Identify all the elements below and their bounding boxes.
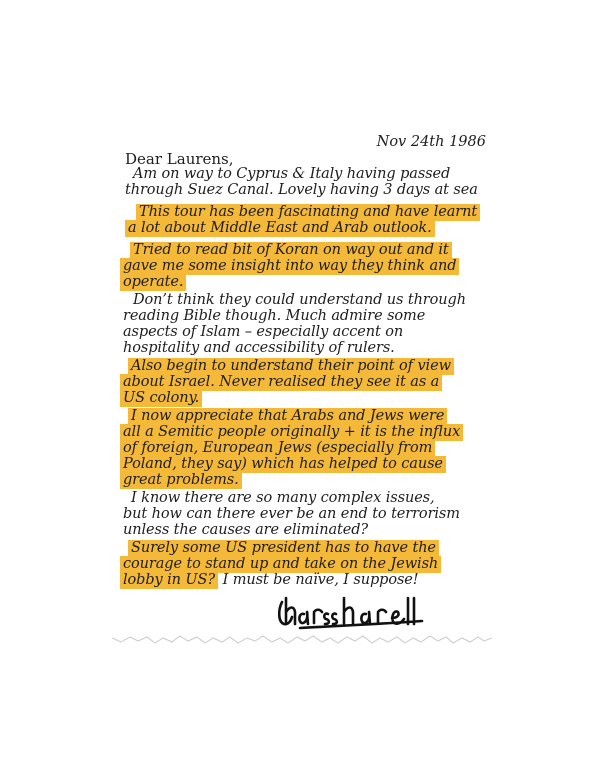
letter-line: Am on way to Cyprus & Italy having passed	[133, 166, 451, 182]
highlighted-line: I now appreciate that Arabs and Jews were	[131, 408, 447, 424]
highlighted-line: gave me some insight into way they think and	[123, 258, 459, 274]
highlighted-line: US colony.	[123, 390, 202, 406]
highlighted-line: about Israel. Never realised they see it as a	[123, 374, 442, 390]
letter-line: hospitality and accessibility of rulers.	[123, 340, 395, 356]
letter-date: Nov 24th 1986	[376, 134, 486, 150]
highlighted-line: This tour has been fascinating and have learnt	[139, 204, 480, 220]
handwritten-signature	[272, 588, 432, 636]
highlighted-line: operate.	[123, 274, 186, 290]
highlighted-line: of foreign, European Jews (especially from	[123, 440, 435, 456]
highlighted-line: Also begin to understand their point of view	[131, 358, 454, 374]
letter-line: Don’t think they could understand us through	[133, 292, 466, 308]
highlighted-line: Poland, they say) which has helped to cause	[123, 456, 446, 472]
salutation: Dear Laurens,	[125, 150, 234, 168]
highlighted-line: lobby in US? I must be naïve, I suppose!	[123, 572, 419, 588]
letter-line: reading Bible though. Much admire some	[123, 308, 426, 324]
highlighted-line: Surely some US president has to have the	[131, 540, 439, 556]
highlighted-line: Tried to read bit of Koran on way out and it	[133, 242, 452, 258]
highlighted-line: all a Semitic people originally + it is the influx	[123, 424, 463, 440]
letter-line: unless the causes are eliminated?	[123, 522, 369, 538]
letter-line: aspects of Islam – especially accent on	[123, 324, 404, 340]
letter-line: but how can there ever be an end to terrorism	[123, 506, 460, 522]
letter-line: through Suez Canal. Lovely having 3 days at sea	[125, 182, 478, 198]
highlighted-line: great problems.	[123, 472, 242, 488]
highlighted-line: courage to stand up and take on the Jewish	[123, 556, 441, 572]
letter-line: I know there are so many complex issues,	[131, 490, 435, 506]
highlighted-line: a lot about Middle East and Arab outlook.	[128, 220, 435, 236]
